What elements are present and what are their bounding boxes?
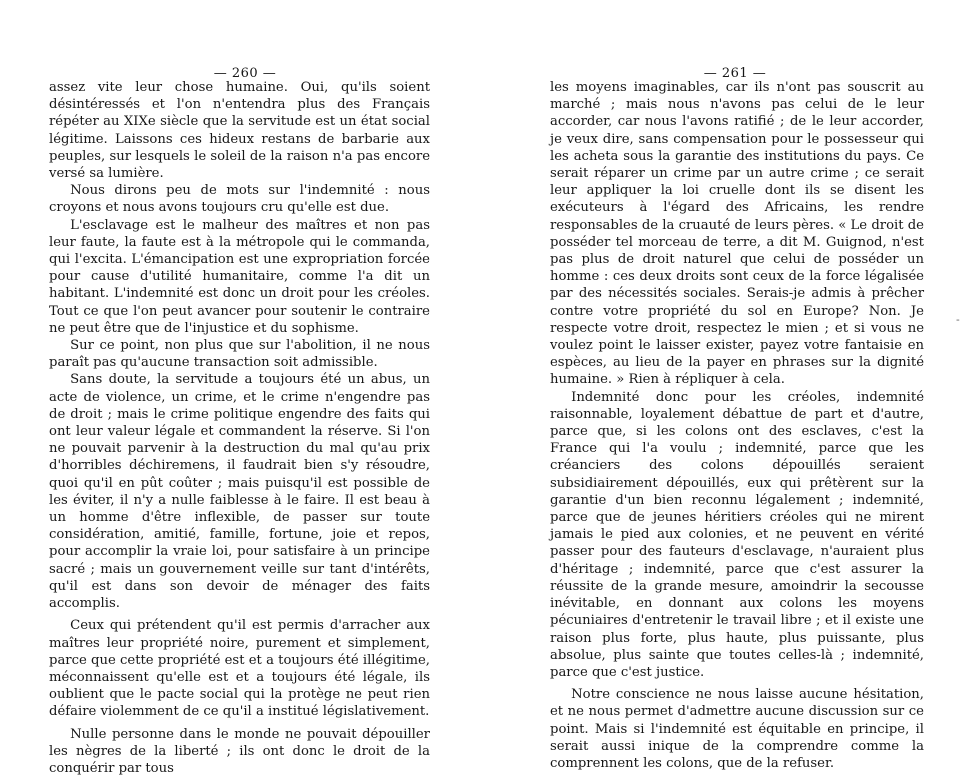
paragraph: Ceux qui prétendent qu'il est permis d'arracher aux maîtres leur propriété noire, purement et simplement, parce que cette propriété est et a toujours été illégitime, méconnaissent qu'elle est et a toujours été légale, ils oublient que le pacte social qui la protège ne peut rien défaire violemment de ce qu'il a institué législativement. bbox=[49, 618, 430, 720]
right-page bbox=[490, 0, 980, 771]
paragraph: assez vite leur chose humaine. Oui, qu'ils soient désintéressés et l'on n'entendra plus des Français répéter au XIXe siècle que la servitude est un état social légitime. Laissons ces hideux restans de barbarie aux peuples, sur lesquels le soleil de la raison n'a pas encore versé sa lumière. bbox=[49, 80, 430, 182]
paragraph: Indemnité donc pour les créoles, indemnité raisonnable, loyalement débattue de part et d'autre, parce que, si les colons ont des esclaves, c'est la France qui l'a voulu ; indemnité, parce que les créanciers des colons dépouillés seraient subsidiairement dépouillés, eux qui prêtèrent sur la garantie d'un bien reconnu légalement ; indemnité, parce que de jeunes héritiers créoles qui ne mirent jamais le pied aux colonies, et ne peuvent en vérité passer pour des fauteurs d'esclavage, n'auraient plus d'héritage ; indemnité, parce que c'est assurer la réussite de la grande mesure, amoindrir la secousse inévitable, en donnant aux colons les moyens pécuniaires d'entretenir le travail libre ; et il existe une raison plus forte, plus haute, plus puissante, plus absolue, plus sainte que toutes celles-là ; indemnité, parce que c'est justice. bbox=[550, 389, 924, 680]
right-page-text bbox=[550, 79, 924, 772]
margin-mark: - bbox=[956, 313, 960, 326]
paragraph: L'esclavage est le malheur des maîtres et non pas leur faute, la faute est à la métropole qui le commanda, qui l'excita. L'émancipation est une expropriation forcée pour cause d'utilité humanitaire, comme l'a dit un habitant. L'indemnité est donc un droit pour les créoles. Tout ce que l'on peut avancer pour soutenir le contraire ne peut être que de l'injustice et du sophisme. bbox=[49, 217, 430, 336]
paragraph: Sur ce point, non plus que sur l'abolition, il ne nous paraît pas qu'aucune transaction soit admissible. bbox=[49, 338, 430, 371]
paragraph: Notre conscience ne nous laisse aucune hésitation, et ne nous permet d'admettre aucune discussion sur ce point. Mais si l'indemnité est équitable en principe, il serait aussi inique de la comprendre comme la comprennent les colons, que de la refuser. bbox=[550, 687, 924, 771]
paragraph: Nulle personne dans le monde ne pouvait dépouiller les nègres de la liberté ; ils ont donc le droit de la conquérir par tous bbox=[49, 726, 430, 776]
page-number-right: — 261 — bbox=[703, 66, 767, 81]
left-page-text bbox=[49, 79, 430, 777]
paragraph: les moyens imaginables, car ils n'ont pas souscrit au marché ; mais nous n'avons pas celui de le leur accorder, car nous l'avons ratifié ; de le leur accorder, je veux dire, sans compensation pour le possesseur qui les acheta sous la garantie des institutions du pays. Ce serait réparer un crime par un autre crime ; ce serait leur appliquer la loi cruelle dont ils se disent les exécuteurs à l'égard des Africains, les rendre responsables de la cruauté de leurs pères. « Le droit de posséder tel morceau de terre, a dit M. Guignod, n'est pas plus de droit naturel que celui de posséder un homme : ces deux droits sont ceux de la force légalisée par des nécessités sociales. Serais-je admis à prêcher contre votre propriété du sol en Europe? Non. Je respecte votre droit, respectez le mien ; et si vous ne voulez point le laisser exister, payez votre fantaisie en espèces, au lieu de la payer en phrases sur la dignité humaine. » Rien à répliquer à cela. bbox=[550, 80, 924, 388]
paragraph: Sans doute, la servitude a toujours été un abus, un acte de violence, un crime, et le crime n'engendre pas de droit ; mais le crime politique engendre des faits qui ont leur valeur légale et commandent la réserve. Si l'on ne pouvait parvenir à la destruction du mal qu'au prix d'horribles déchiremens, il faudrait bien s'y résoudre, quoi qu'il en pût coûter ; mais puisqu'il est possible de les éviter, il n'y a nulle faiblesse à le faire. Il est beau à un homme d'être inflexible, de passer sur toute considération, amitié, famille, fortune, joie et repos, pour accomplir la vraie loi, pour satisfaire à un principe sacré ; mais un gouvernement veille sur tant d'intérêts, qu'il est dans son devoir de ménager des faits accomplis. bbox=[49, 372, 430, 612]
paragraph: Nous dirons peu de mots sur l'indemnité : nous croyons et nous avons toujours cru qu'elle est due. bbox=[49, 183, 430, 216]
page-number-left: — 260 — bbox=[213, 66, 277, 81]
left-page bbox=[0, 0, 490, 776]
